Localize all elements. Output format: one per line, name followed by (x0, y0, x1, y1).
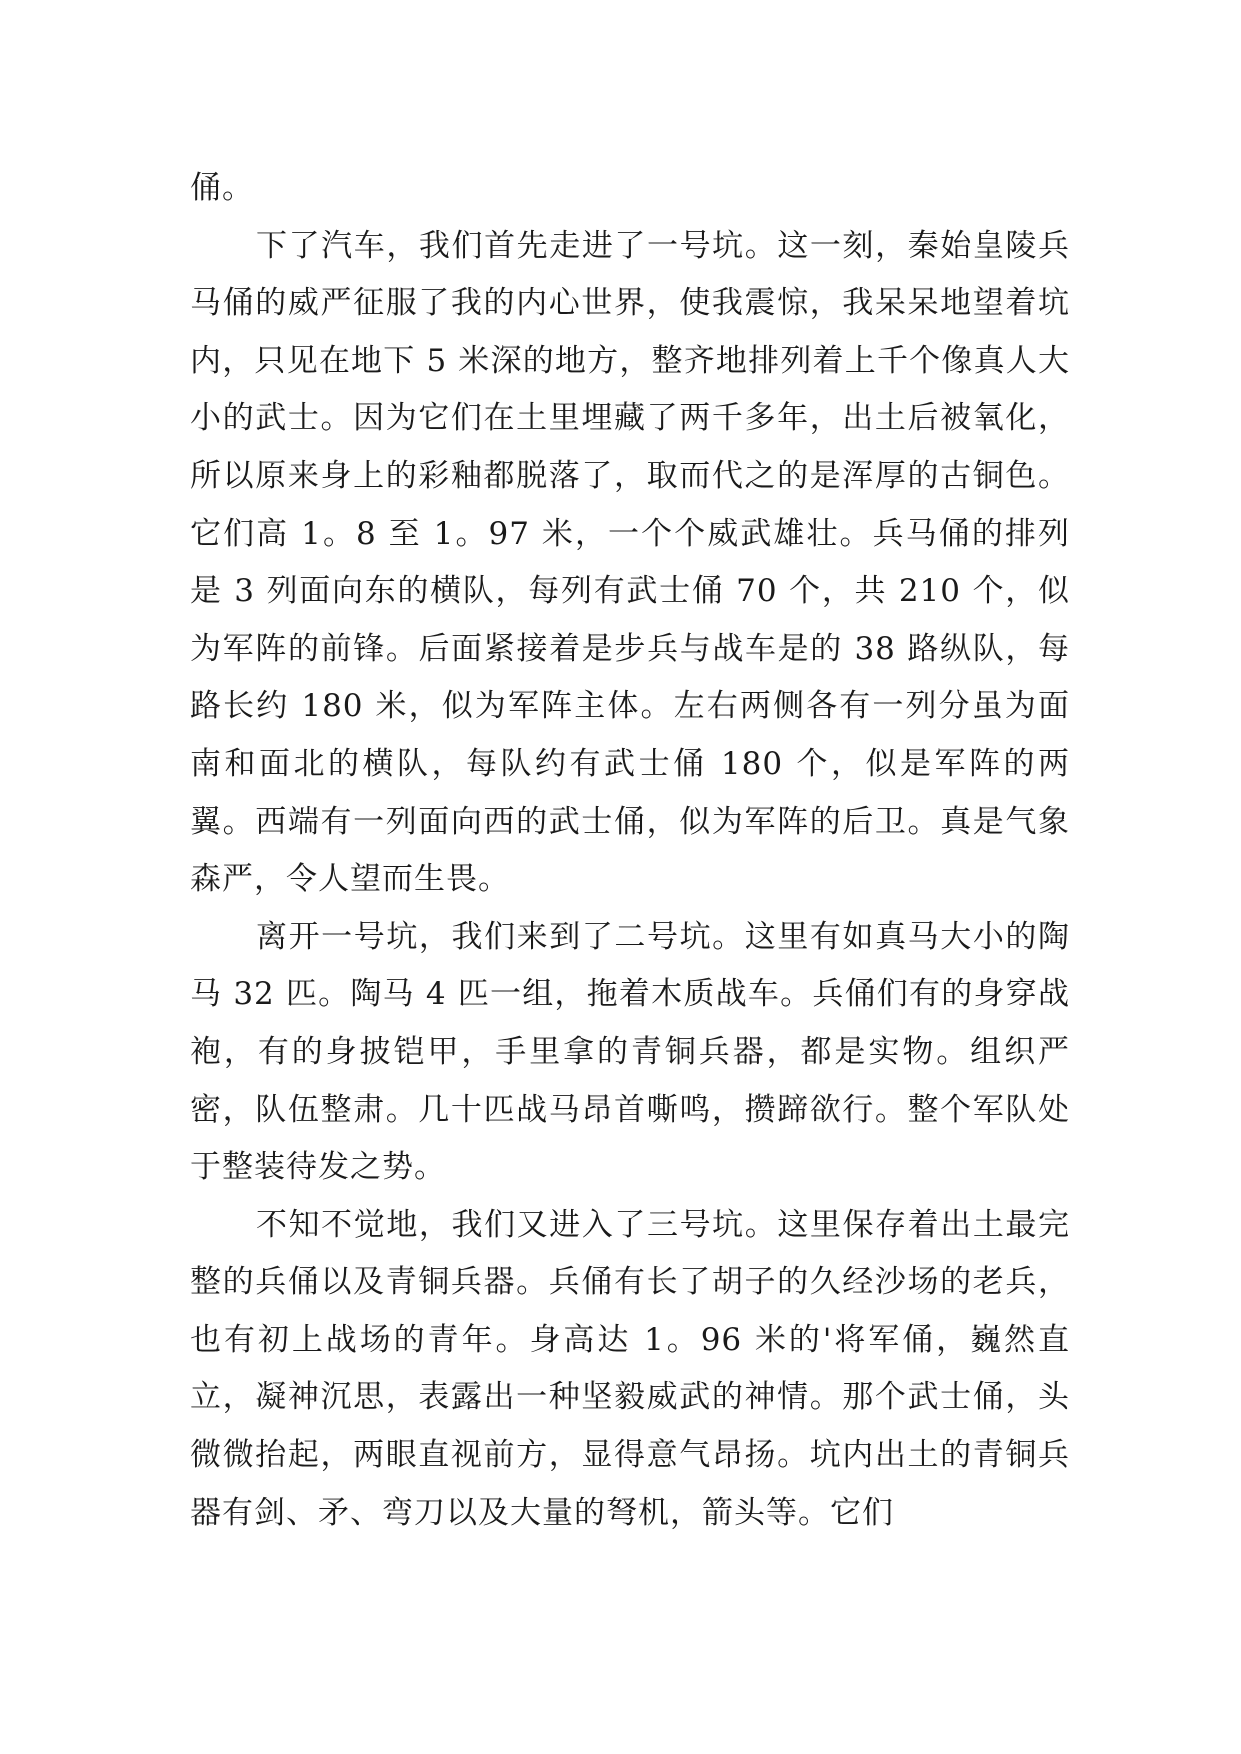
paragraph-3: 离开一号坑，我们来到了二号坑。这里有如真马大小的陶马 32 匹。陶马 4 匹一组，拖着木质战车。兵俑们有的身穿战袍，有的身披铠甲，手里拿的青铜兵器，都是实物。组织严密，队伍整肃。几十匹战马昂首嘶鸣，攒蹄欲行。整个军队处于整装待发之势。 (190, 918, 1070, 1186)
paragraph-1: 俑。 (190, 170, 254, 206)
paragraph-4: 不知不觉地，我们又进入了三号坑。这里保存着出土最完整的兵俑以及青铜兵器。兵俑有长了胡子的久经沙场的老兵，也有初上战场的青年。身高达 1。96 米的'将军俑，巍然直立，凝神沉思，表露出一种坚毅威武的神情。那个武士俑，头微微抬起，两眼直视前方，显得意气昂扬。坑内出土的青铜兵器有剑、矛、弯刀以及大量的弩机，箭头等。它们 (190, 1206, 1070, 1531)
paragraph-2: 下了汽车，我们首先走进了一号坑。这一刻，秦始皇陵兵马俑的威严征服了我的内心世界，使我震惊，我呆呆地望着坑内，只见在地下 5 米深的地方，整齐地排列着上千个像真人大小的武士。因为它们在土里埋藏了两千多年，出土后被氧化，所以原来身上的彩釉都脱落了，取而代之的是浑厚的古铜色。它们高 1。8 至 1。97 米，一个个威武雄壮。兵马俑的排列是 3 列面向东的横队，每列有武士俑 70 个，共 210 个，似为军阵的前锋。后面紧接着是步兵与战车是的 38 路纵队，每路长约 180 米，似为军阵主体。左右两侧各有一列分虽为面南和面北的横队，每队约有武士俑 180 个，似是军阵的两翼。西端有一列面向西的武士俑，似为军阵的后卫。真是气象森严，令人望而生畏。 (190, 227, 1070, 898)
document-body (190, 160, 1070, 1542)
